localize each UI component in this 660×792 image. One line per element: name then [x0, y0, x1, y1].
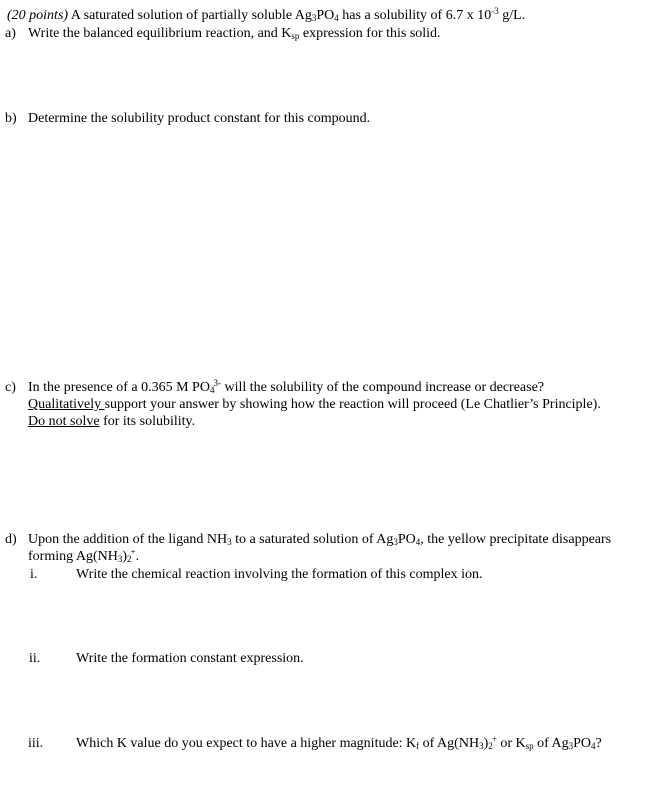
- problem-header: (20 points) A saturated solution of partially soluble $Ag_3PO_4$ has a solubility of 6.7 x $10^{-3}$ g/L.: [7, 6, 526, 23]
- part-d-question-line1: Upon the addition of the ligand $NH_3$ to a saturated solution of $Ag_3PO_4$, the yellow precipitate disappears: [28, 532, 612, 547]
- part-c-label: c): [5, 380, 16, 395]
- part-d-ii-label: ii.: [29, 651, 41, 666]
- part-c-question-line3: Do not solve for its solubility.: [28, 414, 196, 429]
- points-label: (20 points): [7, 8, 69, 23]
- part-d-i-label: i.: [30, 567, 38, 582]
- part-d-question-line2: forming $Ag(NH_3)_2^+$.: [28, 547, 140, 564]
- part-b-question: Determine the solubility product constant for this compound.: [28, 111, 371, 126]
- part-d-i-question: Write the chemical reaction involving the formation of this complex ion.: [76, 567, 483, 582]
- part-d-label: d): [5, 532, 17, 547]
- part-c-question-line1: In the presence of a 0.365 M $PO_4^{3-}$ will the solubility of the compound increase or decrease?: [28, 378, 545, 395]
- part-b-label: b): [5, 111, 17, 126]
- do-not-solve-emphasis: Do not solve: [28, 414, 100, 429]
- part-d-ii-question: Write the formation constant expression.: [76, 651, 304, 666]
- part-d-iii-question: Which K value do you expect to have a higher magnitude: $K_f$ of $Ag(NH_3)_2^+$ or $K_{sp}$ of $Ag_3PO_4$?: [76, 734, 602, 751]
- part-c-question-line2: Qualitatively support your answer by showing how the reaction will proceed (Le Chatlier’s Principle).: [28, 397, 601, 412]
- qualitatively-emphasis: Qualitatively: [28, 397, 105, 412]
- part-d-iii-label: iii.: [28, 736, 44, 751]
- part-a-label: a): [5, 26, 16, 41]
- part-a-question: Write the balanced equilibrium reaction, and $K_{sp}$ expression for this solid.: [28, 26, 441, 41]
